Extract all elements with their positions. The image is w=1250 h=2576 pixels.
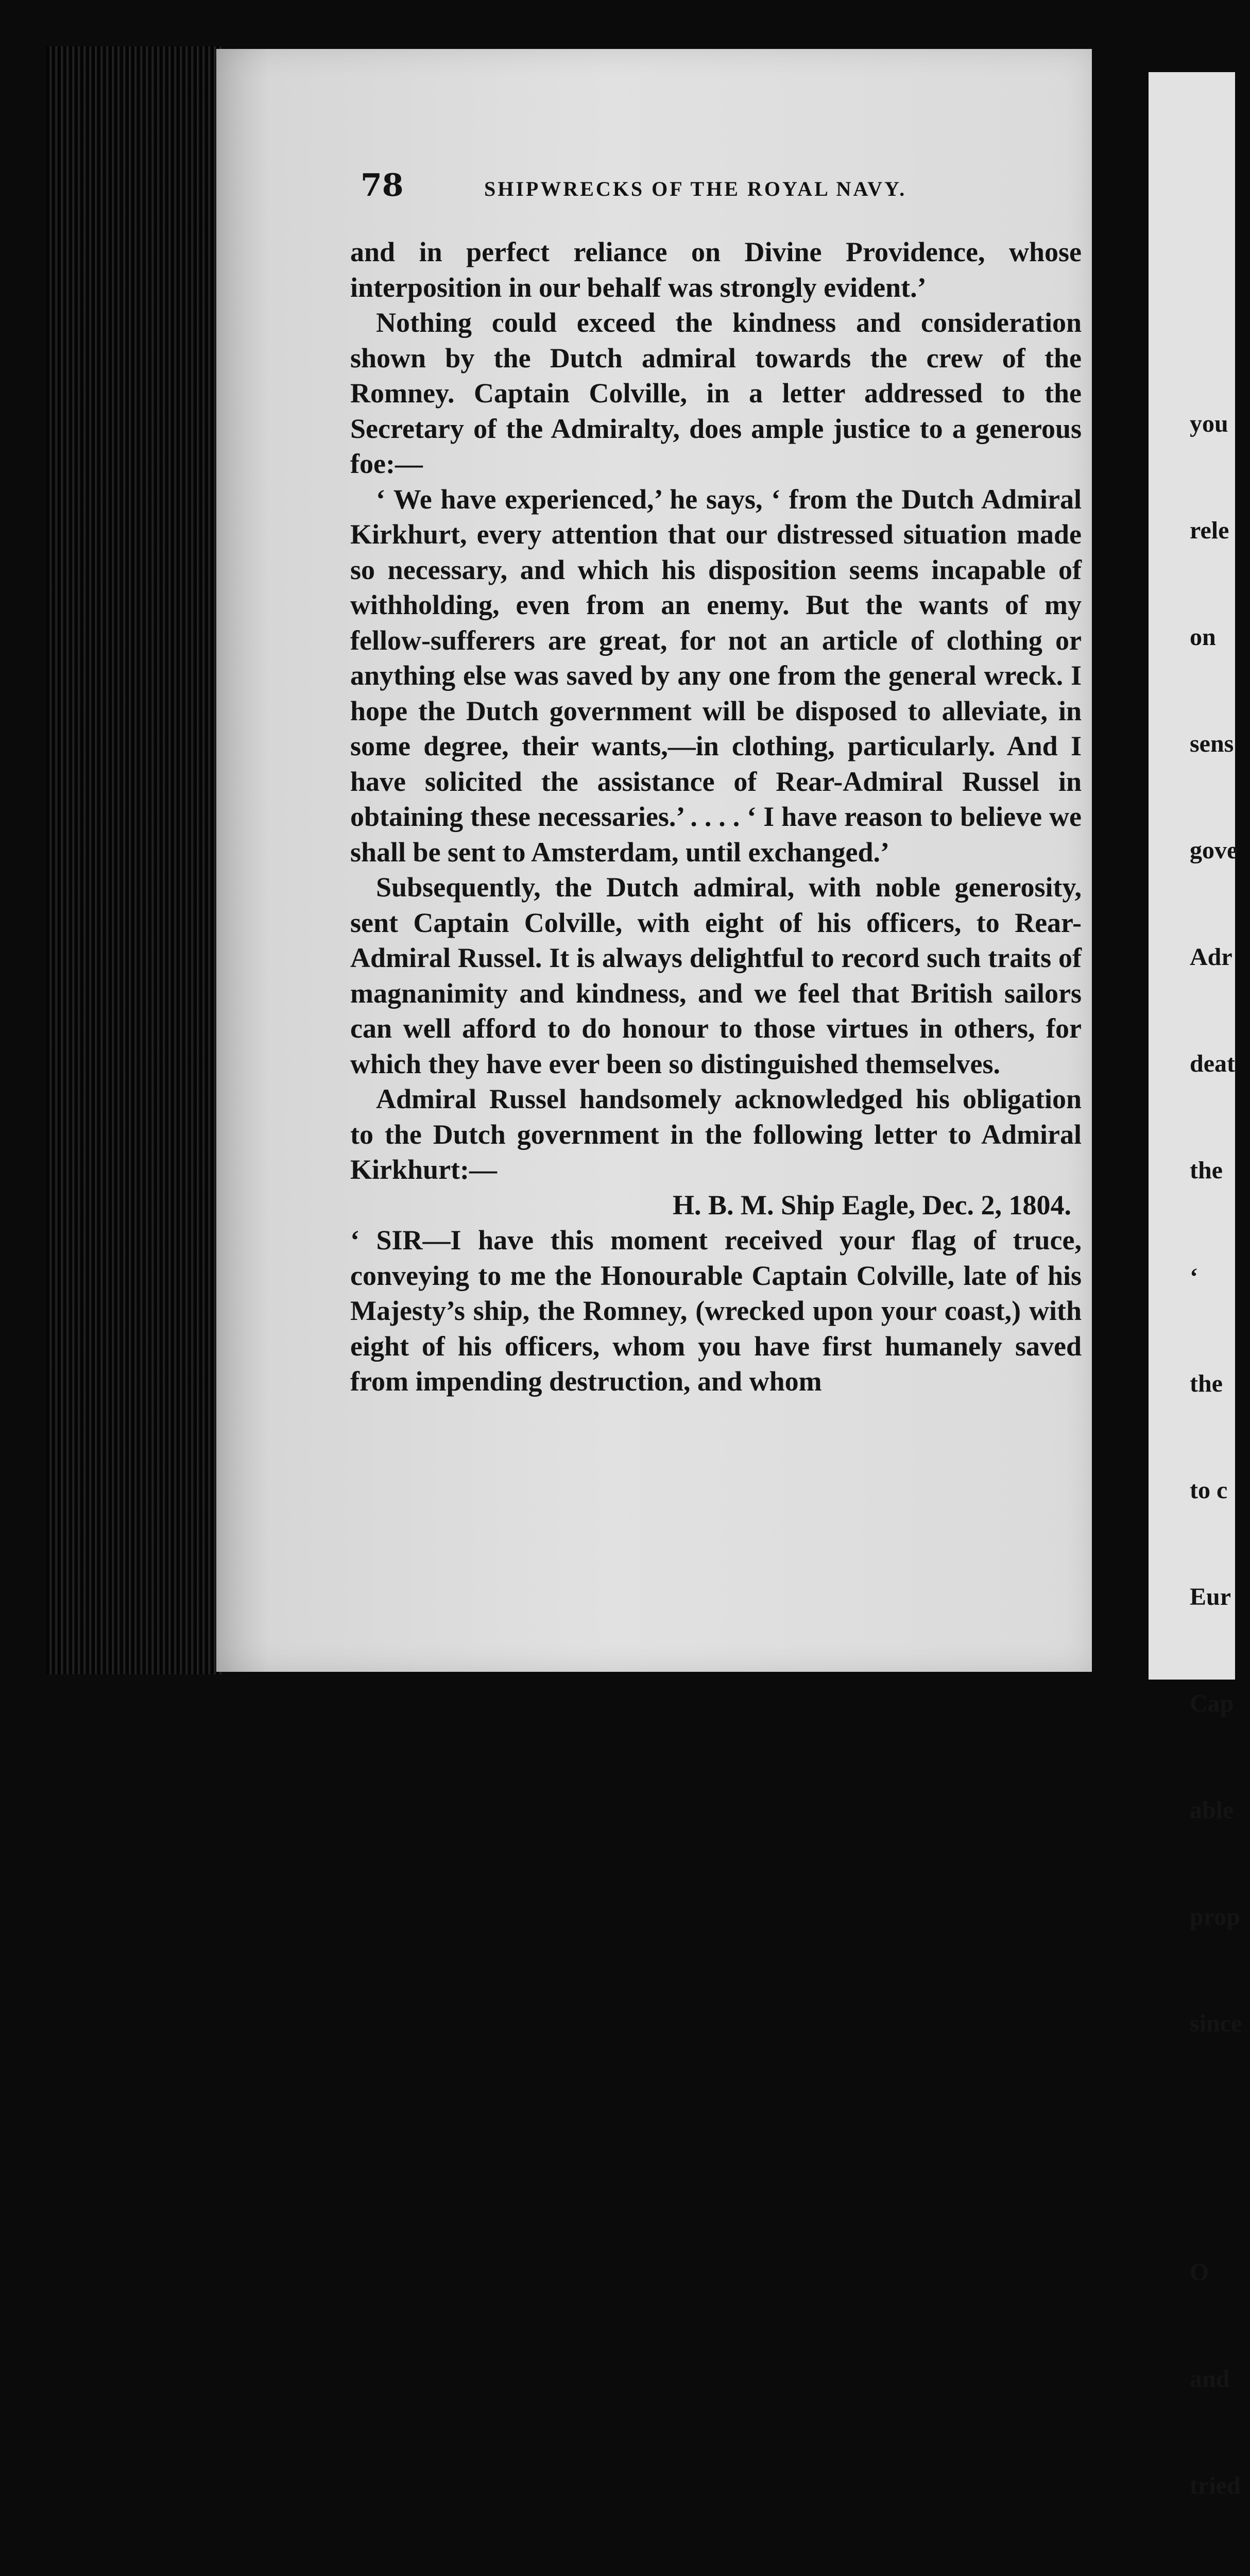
book-binding: [46, 46, 221, 1674]
facing-line: prop: [1190, 1903, 1240, 1930]
facing-line: since: [1190, 2010, 1242, 2037]
book-page: [216, 49, 1092, 1672]
running-title: SHIPWRECKS OF THE ROYAL NAVY.: [484, 177, 907, 200]
facing-line: Cap: [1190, 1690, 1234, 1717]
facing-line: O: [1190, 2259, 1209, 2286]
facing-line: the: [1190, 1370, 1223, 1397]
letter-dateline: H. B. M. Ship Eagle, Dec. 2, 1804.: [672, 1189, 1071, 1221]
page-number: 78: [361, 167, 404, 204]
facing-page-text: [1190, 335, 1250, 2576]
paragraph: and in perfect reliance on Divine Providence, whose interposition in our behalf was strongly evident.’: [350, 236, 1082, 303]
paragraph: ‘ We have experienced,’ he says, ‘ from the Dutch Admiral Kirkhurt, every attention that our distressed situation made so necessary, and which his disposition seems incapable of withholding, even from an enemy. But the wants of my fellow-sufferers are great, for not an article of clothing or anything else was saved by any one from the general wreck. I hope the Dutch government will be disposed to alleviate, in some degree, their wants,—in clothing, particularly. And I have solicited the assistance of Rear-Admiral Russel in obtaining these necessaries.’ . . . . ‘ I have reason to believe we shall be sent to Amsterdam, until exchanged.’: [350, 483, 1082, 868]
facing-line: sens: [1190, 730, 1234, 757]
facing-line: gove: [1190, 837, 1238, 864]
facing-line: and: [1190, 2365, 1230, 2393]
facing-line: Eur: [1190, 1583, 1231, 1611]
facing-line: ‘: [1190, 1263, 1198, 1291]
facing-line: Adr: [1190, 943, 1232, 971]
facing-line: the: [1190, 1157, 1223, 1184]
page-body: [350, 234, 1082, 1399]
facing-line: deat: [1190, 1050, 1235, 1077]
facing-line: to c: [1190, 1477, 1228, 1504]
facing-line: rele: [1190, 517, 1229, 544]
facing-page: [1149, 72, 1242, 2499]
paragraph: Subsequently, the Dutch admiral, with noble generosity, sent Captain Colville, with eight of his officers, to Rear-Admiral Russel. It is always delightful to record such traits of magnanimity and kindness, and we feel that British sailors can well afford to do honour to those virtues in others, for which they have ever been so distinguished themselves.: [350, 872, 1082, 1079]
facing-line: you: [1190, 410, 1228, 437]
facing-line: able: [1190, 1797, 1234, 1824]
facing-gap: [1190, 2112, 1250, 2183]
paragraph: Nothing could exceed the kindness and consideration shown by the Dutch admiral towards the crew of the Romney. Captain Colville, in a letter addressed to the Secretary of the Admiralty, does ample justice to a generous foe:—: [350, 307, 1082, 479]
facing-line: tried: [1190, 2472, 1241, 2499]
letter-text: ‘ SIR—I have this moment received your flag of truce, conveying to me the Honourable Captain Colville, late of his Majesty’s ship, the Romney, (wrecked upon your coast,) with eight of his officers, whom you have first humanely saved from impending destruction, and whom: [350, 1225, 1082, 1397]
facing-line: on: [1190, 623, 1216, 651]
paragraph: Admiral Russel handsomely acknowledged his obligation to the Dutch government in the following letter to Admiral Kirkhurt:—: [350, 1083, 1082, 1185]
page-header: [361, 167, 1097, 209]
